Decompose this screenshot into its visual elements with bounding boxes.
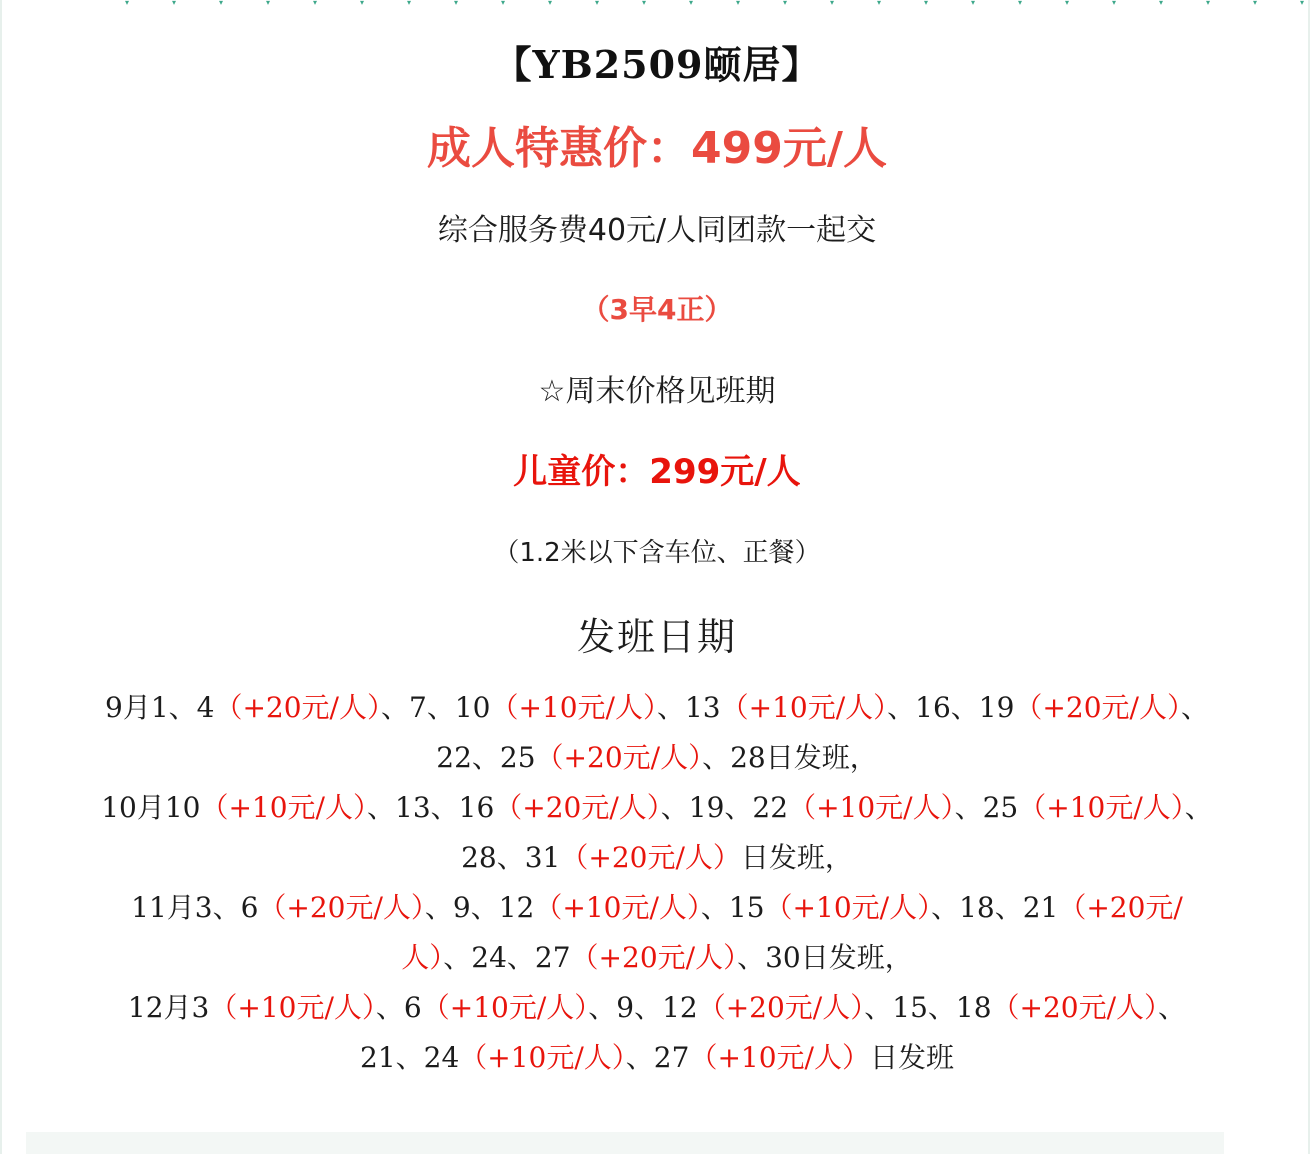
- surcharge-text: （+20元/人）: [697, 991, 865, 1024]
- surcharge-text: （+10元/人）: [534, 891, 701, 924]
- date-text: 、18、21: [931, 891, 1059, 924]
- date-text: 、: [1158, 991, 1187, 1024]
- departure-schedule: [28, 683, 1286, 1083]
- date-text: 、6: [375, 991, 422, 1024]
- surcharge-text: （+10元/人）: [788, 791, 955, 824]
- schedule-row: [28, 983, 1286, 1033]
- ornament-dot: ▾: [688, 0, 693, 7]
- date-text: 、7、10: [381, 691, 491, 724]
- surcharge-text: （+10元/人）: [689, 1041, 870, 1074]
- date-text: 、13: [656, 691, 721, 724]
- schedule-row: [28, 1033, 1286, 1083]
- schedule-row: [28, 883, 1286, 933]
- date-text: 、: [1180, 691, 1209, 724]
- ornament-dot: ▾: [923, 0, 928, 7]
- date-text: 28、31: [461, 841, 561, 874]
- surcharge-text: 人）: [401, 941, 444, 974]
- date-text: 12月3: [127, 991, 210, 1024]
- date-text: 11月3、6: [131, 891, 259, 924]
- surcharge-text: （+10元/人）: [200, 791, 367, 824]
- ornament-dot: ▾: [594, 0, 599, 7]
- ornament-dot: ▾: [1064, 0, 1069, 7]
- child-price: 儿童价：299元/人: [513, 452, 801, 492]
- surcharge-text: （+10元/人）: [1018, 791, 1185, 824]
- ornament-dot: ▾: [265, 0, 270, 7]
- schedule-row: [28, 783, 1286, 833]
- bottom-decoration: [26, 1132, 1224, 1154]
- adult-price: 成人特惠价：499元/人: [427, 123, 887, 174]
- schedule-heading: 发班日期: [576, 615, 737, 659]
- ornament-dot: ▾: [406, 0, 411, 7]
- surcharge-text: （+10元/人）: [490, 691, 657, 724]
- surcharge-text: （+20元/人）: [1014, 691, 1181, 724]
- ornament-dot: ▾: [312, 0, 317, 7]
- date-text: 、27: [625, 1041, 690, 1074]
- date-text: 10月10: [101, 791, 201, 824]
- surcharge-text: （+10元/人）: [209, 991, 376, 1024]
- date-text: 、28日发班，: [702, 741, 878, 774]
- meals-note: （3早4正）: [581, 293, 733, 326]
- schedule-row: [28, 683, 1286, 733]
- ornament-dot: ▾: [782, 0, 787, 7]
- tour-title: 【YB2509颐居】: [493, 42, 821, 87]
- ornament-dot: ▾: [1017, 0, 1022, 7]
- surcharge-text: （+10元/人）: [459, 1041, 626, 1074]
- date-text: 22、25: [436, 741, 536, 774]
- surcharge-text: （+10元/人）: [720, 691, 888, 724]
- schedule-row: [28, 933, 1286, 983]
- ornament-dot: ▾: [171, 0, 176, 7]
- schedule-row: [28, 733, 1286, 783]
- ornament-dot: ▾: [1158, 0, 1163, 7]
- surcharge-text: （+20元/人）: [535, 741, 703, 774]
- ornament-dot: ▾: [453, 0, 458, 7]
- surcharge-text: （+10元/人）: [764, 891, 932, 924]
- service-fee-note: 综合服务费40元/人同团款一起交: [437, 213, 877, 248]
- top-decoration-border: [2, 0, 1310, 6]
- date-text: 9月1、4: [105, 691, 215, 724]
- surcharge-text: （+20元/人）: [494, 791, 661, 824]
- ornament-dot: ▾: [1111, 0, 1116, 7]
- date-text: 、15: [700, 891, 765, 924]
- date-text: 、13、16: [367, 791, 495, 824]
- surcharge-text: （+20元/人）: [991, 991, 1159, 1024]
- date-text: 、19、22: [660, 791, 789, 824]
- ornament-dot: ▾: [359, 0, 364, 7]
- ornament-dot: ▾: [970, 0, 975, 7]
- date-text: 日发班，: [740, 841, 853, 874]
- ornament-dot: ▾: [641, 0, 646, 7]
- ornament-dot: ▾: [218, 0, 223, 7]
- surcharge-text: （+10元/人）: [421, 991, 589, 1024]
- date-text: 、9、12: [588, 991, 698, 1024]
- ornament-dot: ▾: [876, 0, 881, 7]
- ornament-dot: ▾: [124, 0, 129, 7]
- date-text: 、16、19: [887, 691, 1015, 724]
- surcharge-text: （+20元/: [1058, 891, 1183, 924]
- ornament-dot: ▾: [1205, 0, 1210, 7]
- ornament-dot: ▾: [547, 0, 552, 7]
- surcharge-text: （+20元/人）: [570, 941, 738, 974]
- ornament-dot: ▾: [500, 0, 505, 7]
- surcharge-text: （+20元/人）: [560, 841, 741, 874]
- date-text: 、15、18: [864, 991, 992, 1024]
- date-text: 、30日发班，: [737, 941, 913, 974]
- date-text: 日发班: [869, 1041, 954, 1074]
- surcharge-text: （+20元/人）: [214, 691, 381, 724]
- child-price-note: （1.2米以下含车位、正餐）: [493, 538, 821, 568]
- weekend-price-note: ☆周末价格见班期: [538, 374, 776, 409]
- ornament-dot: ▾: [1299, 0, 1304, 7]
- date-text: 、: [1184, 791, 1213, 824]
- date-text: 21、24: [360, 1041, 460, 1074]
- date-text: 、24、27: [443, 941, 571, 974]
- ornament-dot: ▾: [829, 0, 834, 7]
- ornament-dot: ▾: [1252, 0, 1257, 7]
- date-text: 、9、12: [424, 891, 535, 924]
- ornament-dot: ▾: [735, 0, 740, 7]
- schedule-row: [28, 833, 1286, 883]
- surcharge-text: （+20元/人）: [258, 891, 425, 924]
- date-text: 、25: [954, 791, 1019, 824]
